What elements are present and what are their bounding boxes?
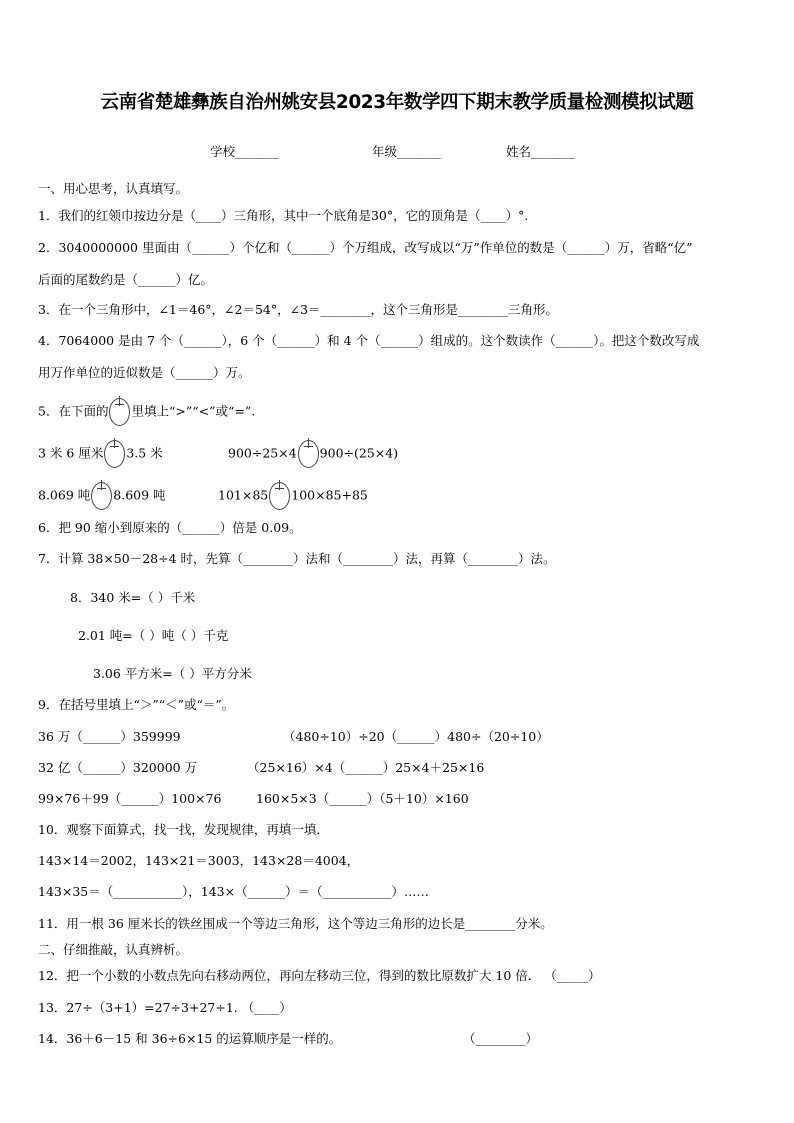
answer-circle-icon[interactable] (298, 440, 319, 468)
compare-row-1-right (228, 440, 398, 468)
question-9-item: 36 万（______）359999 (38, 729, 181, 744)
compare-item: 101×85 (218, 487, 269, 503)
question-11: 11．用一根 36 厘米长的铁丝围成一个等边三角形，这个等边三角形的边长是________分米。 (38, 916, 553, 931)
question-6: 6．把 90 缩小到原来的（______）倍是 0.09。 (38, 520, 302, 535)
page-title: 云南省楚雄彝族自治州姚安县2023年数学四下期末教学质量检测模拟试题 (100, 92, 694, 113)
compare-item: 100×85+85 (291, 487, 368, 503)
question-14-answer-blank: （________） (463, 1031, 539, 1046)
compare-row-1-left (38, 440, 163, 468)
compare-row-2-left (38, 482, 166, 510)
question-12: 12．把一个小数的小数点先向右移动两位，再向左移动三位，得到的数比原数扩大 10 倍． （_____） (38, 968, 601, 983)
question-9: 9．在括号里填上“＞”“＜”或“＝”。 (38, 697, 235, 712)
question-1: 1．我们的红领巾按边分是（____）三角形，其中一个底角是30°，它的顶角是（____）°. (38, 208, 529, 223)
question-10-blanks: 143×35＝（___________），143×（______）＝（___________）…… (38, 884, 429, 899)
compare-item: 900÷(25×4) (319, 445, 399, 461)
question-14: 14．36＋6－15 和 36÷6×15 的运算顺序是一样的。 (38, 1031, 342, 1046)
compare-row-2-right (218, 482, 368, 510)
question-8-part-3: 3.06 平方米=（ ）平方分米 (93, 666, 252, 681)
question-8-part-2: 2.01 吨=（ ）吨（ ）千克 (78, 628, 229, 643)
question-13: 13．27÷（3+1）=27÷3+27÷1. （____） (38, 1000, 292, 1015)
question-4-line-1: 4．7064000 是由 7 个（______），6 个（______）和 4 个（______）组成的。这个数读作（______）。把这个数改写成 (38, 333, 700, 348)
question-3: 3．在一个三角形中，∠1＝46°，∠2＝54°，∠3＝________，这个三角形是________三角形。 (38, 302, 559, 317)
compare-item: 3 米 6 厘米 (38, 445, 104, 461)
question-7: 7．计算 38×50－28÷4 时，先算（________）法和（________）法，再算（________）法。 (38, 551, 556, 566)
question-9-item: 32 亿（______）320000 万 (38, 760, 198, 775)
question-9-item: （480÷10）÷20（______）480÷（20÷10） (283, 729, 549, 744)
answer-circle-icon[interactable] (104, 440, 125, 468)
name-field: 姓名_______ (506, 144, 575, 159)
compare-item: 8.609 吨 (113, 487, 166, 503)
question-9-item: 160×5×3（______）（5＋10）×160 (256, 791, 469, 806)
answer-circle-icon[interactable] (269, 482, 290, 510)
question-5-suffix: 里填上“>”“<”或“=”. (131, 403, 256, 419)
question-5-prefix: 5．在下面的 (38, 403, 109, 419)
question-10-example: 143×14＝2002，143×21＝3003，143×28＝4004， (38, 853, 360, 868)
question-2-line-1: 2．3040000000 里面由（______）个亿和（______）个万组成，改写成以“万”作单位的数是（______）万，省略“亿” (38, 240, 693, 255)
section-heading-1: 一、用心思考，认真填写。 (38, 181, 189, 196)
question-2-line-2: 后面的尾数约是（______）亿。 (38, 272, 214, 287)
compare-item: 900÷25×4 (228, 445, 297, 461)
question-5 (38, 398, 255, 426)
answer-circle-icon[interactable] (91, 482, 112, 510)
school-field: 学校_______ (210, 144, 279, 159)
question-4-line-2: 用万作单位的近似数是（______）万。 (38, 365, 251, 380)
grade-field: 年级_______ (372, 144, 441, 159)
compare-item: 3.5 米 (126, 445, 163, 461)
blank-circle-icon (109, 398, 130, 426)
question-9-item: （25×16）×4（______）25×4＋25×16 (247, 760, 485, 775)
question-10: 10．观察下面算式，找一找，发现规律，再填一填． (38, 822, 329, 837)
compare-item: 8.069 吨 (38, 487, 91, 503)
question-9-item: 99×76＋99（______）100×76 (38, 791, 222, 806)
section-heading-2: 二、仔细推敲，认真辨析。 (38, 942, 189, 957)
question-8-part-1: 8．340 米=（ ）千米 (70, 590, 196, 605)
